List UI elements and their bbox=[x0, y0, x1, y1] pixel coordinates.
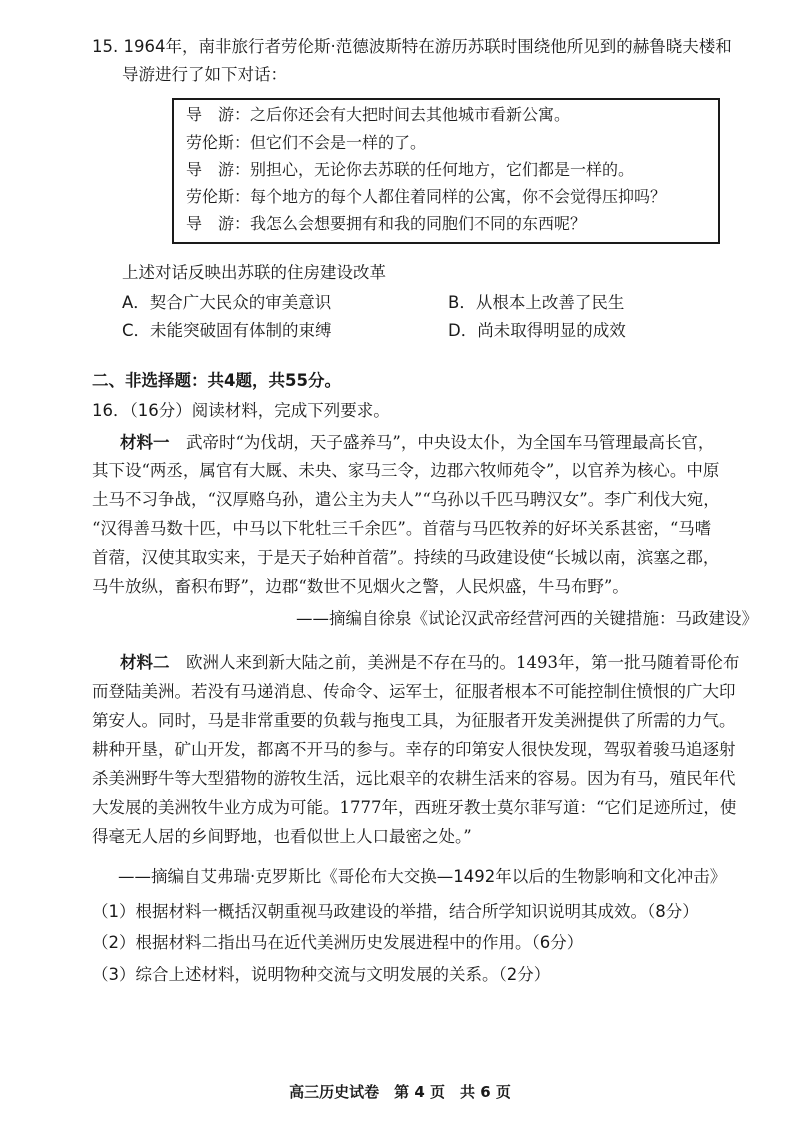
material-1-line bbox=[120, 432, 714, 454]
sub-question-3: （3）综合上述材料，说明物种交流与文明发展的关系。（2分） bbox=[92, 965, 551, 984]
dialog-line bbox=[186, 186, 666, 208]
dialog-speaker: 劳伦斯： bbox=[186, 133, 251, 152]
option-c: C．未能突破固有体制的束缚 bbox=[122, 321, 332, 340]
option-a: A．契合广大民众的审美意识 bbox=[122, 293, 332, 312]
dialog-line bbox=[186, 104, 570, 126]
dialog-line bbox=[186, 213, 586, 235]
material-2-line: 杀美洲野牛等大型猎物的游牧生活，远比艰辛的农耕生活来的容易。因为有马，殖民年代 bbox=[92, 769, 736, 788]
material-1-label: 材料一 bbox=[120, 433, 170, 452]
dialog-speaker: 劳伦斯： bbox=[186, 187, 251, 206]
dialog-line bbox=[186, 132, 426, 154]
dialog-text: 之后你还会有大把时间去其他城市看新公寓。 bbox=[250, 105, 571, 124]
dialog-text: 但它们不会是一样的了。 bbox=[250, 133, 427, 152]
material-1-text: 武帝时“为伐胡，天子盛养马”，中央设太仆，为全国车马管理最高长官， bbox=[169, 433, 715, 452]
material-2-line: 大发展的美洲牧牛业方成为可能。1777年，西班牙教士莫尔菲写道：“它们足迹所过，使 bbox=[92, 798, 737, 817]
sub-question-1: （1）根据材料一概括汉朝重视马政建设的举措，结合所学知识说明其成效。（8分） bbox=[92, 902, 699, 921]
dialog-text: 别担心，无论你去苏联的任何地方，它们都是一样的。 bbox=[250, 160, 635, 179]
material-2-text: 欧洲人来到新大陆之前，美洲是不存在马的。1493年，第一批马随着哥伦布 bbox=[169, 653, 740, 672]
material-1-line: 土马不习争战，“汉厚赂乌孙，遣公主为夫人”“乌孙以千匹马聘汉女”。李广利伐大宛， bbox=[92, 490, 720, 509]
page-footer: 高三历史试卷 第 4 页 共 6 页 bbox=[289, 1083, 511, 1101]
q15-stem: 上述对话反映出苏联的住房建设改革 bbox=[122, 263, 386, 282]
material-2-label: 材料二 bbox=[120, 653, 170, 672]
q15-line-1: 15. 1964年，南非旅行者劳伦斯·范德波斯特在游历苏联时围绕他所见到的赫鲁晓夫楼和 bbox=[92, 37, 732, 56]
dialog-speaker: 导 游： bbox=[186, 105, 251, 124]
dialog-text: 我怎么会想要拥有和我的同胞们不同的东西呢？ bbox=[250, 214, 587, 233]
option-d: D．尚未取得明显的成效 bbox=[448, 321, 626, 340]
material-1-line: 其下设“两丞，属官有大厩、未央、家马三令，边郡六牧师苑令”，以官养为核心。中原 bbox=[92, 461, 720, 480]
material-2-line bbox=[120, 652, 740, 674]
material-2-line: 而登陆美洲。若没有马递消息、传命令、运军士，征服者根本不可能控制住愤恨的广大印 bbox=[92, 682, 736, 701]
q15-line-2: 导游进行了如下对话： bbox=[122, 65, 287, 84]
dialog-text: 每个地方的每个人都住着同样的公寓，你不会觉得压抑吗？ bbox=[250, 187, 667, 206]
sub-question-2: （2）根据材料二指出马在近代美洲历史发展进程中的作用。（6分） bbox=[92, 933, 584, 952]
dialog-line bbox=[186, 159, 634, 181]
option-b: B．从根本上改善了民生 bbox=[448, 293, 625, 312]
material-1-line: 马牛放纵，畜积布野”，边郡“数世不见烟火之警，人民炽盛，牛马布野”。 bbox=[92, 577, 629, 596]
material-2-line: 耕种开垦，矿山开发，都离不开马的参与。幸存的印第安人很快发现，驾驭着骏马追逐射 bbox=[92, 740, 736, 759]
material-2-source: ——摘编自艾弗瑞·克罗斯比《哥伦布大交换—1492年以后的生物影响和文化冲击》 bbox=[118, 867, 727, 886]
dialog-speaker: 导 游： bbox=[186, 160, 251, 179]
material-2-line: 第安人。同时，马是非常重要的负载与拖曳工具，为征服者开发美洲提供了所需的力气。 bbox=[92, 711, 736, 730]
material-1-source: ——摘编自徐泉《试论汉武帝经营河西的关键措施：马政建设》 bbox=[296, 609, 758, 628]
material-2-line: 得毫无人居的乡间野地，也看似世上人口最密之处。” bbox=[92, 827, 472, 846]
q16-header: 16．（16分）阅读材料，完成下列要求。 bbox=[92, 401, 390, 420]
material-1-line: “汉得善马数十匹，中马以下牝牡三千余匹”。首蓿与马匹牧养的好坏关系甚密，“马嗜 bbox=[92, 519, 712, 538]
dialog-speaker: 导 游： bbox=[186, 214, 251, 233]
material-1-line: 首蓿，汉使其取实来，于是天子始种首蓿”。持续的马政建设使“长城以南，滨塞之郡， bbox=[92, 548, 720, 567]
dialog-box bbox=[172, 98, 720, 244]
section-2-title: 二、非选择题：共4题，共55分。 bbox=[92, 371, 341, 390]
